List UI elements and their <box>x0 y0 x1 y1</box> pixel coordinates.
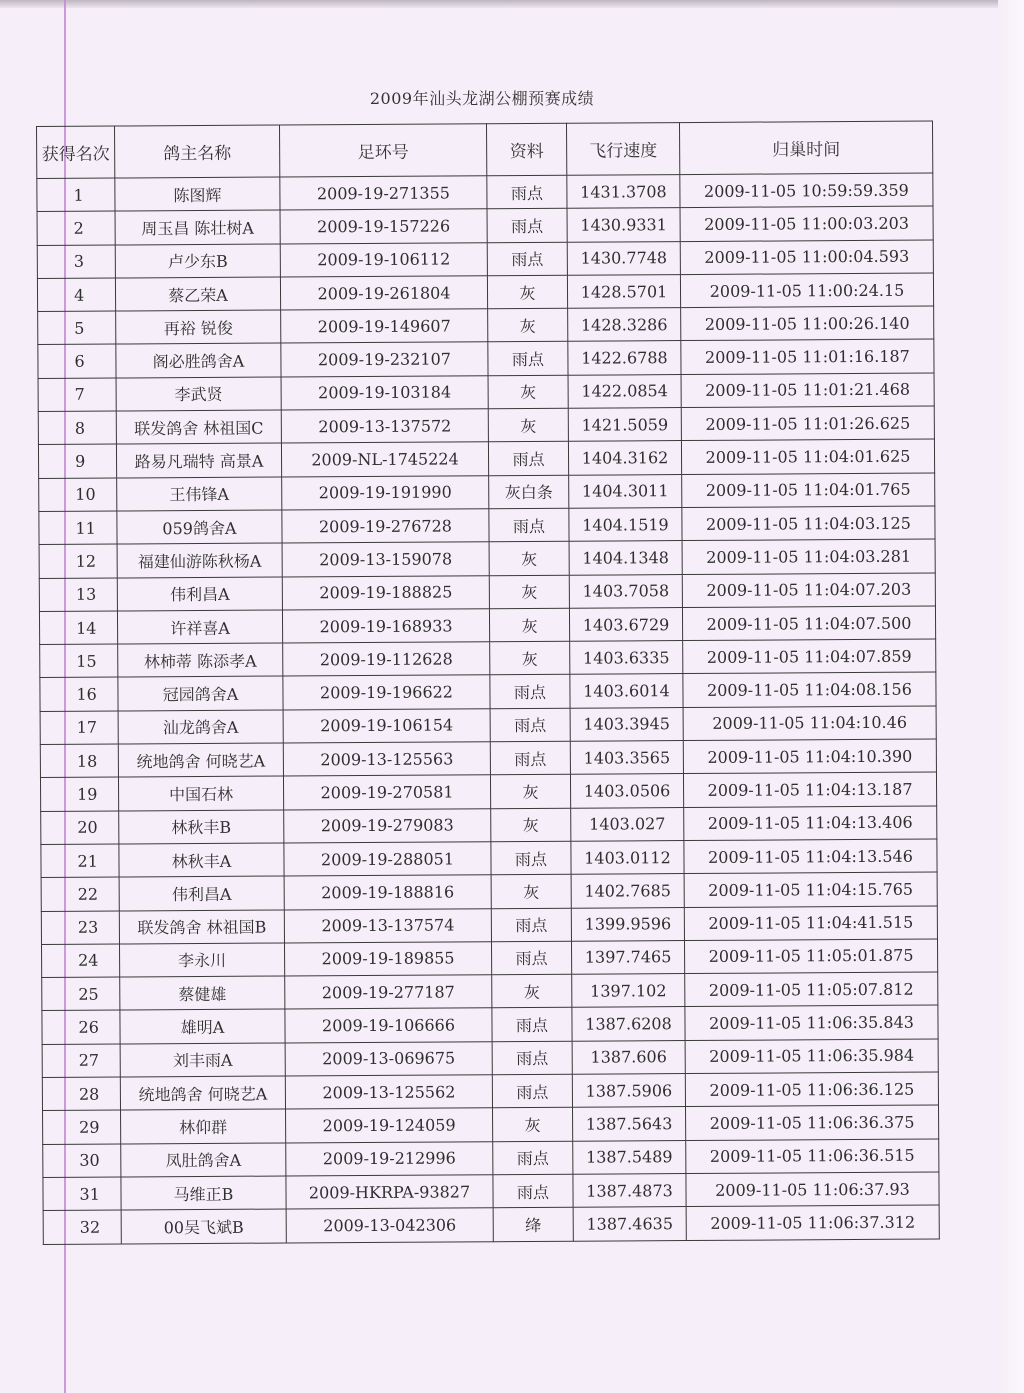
table-row <box>38 406 934 445</box>
cell-owner: 蔡健雄 <box>120 976 285 1010</box>
table-row <box>42 1072 938 1111</box>
cell-speed: 1403.0506 <box>570 774 683 808</box>
cell-info: 雨点 <box>489 508 569 542</box>
cell-rank: 4 <box>37 278 115 312</box>
cell-ring-number: 2009-19-270581 <box>283 775 490 810</box>
table-row <box>41 939 937 978</box>
cell-rank: 8 <box>38 411 116 445</box>
table-row <box>43 1205 939 1244</box>
cell-owner: 福建仙游陈秋杨A <box>117 543 282 577</box>
cell-info: 灰 <box>493 1108 573 1142</box>
table-row <box>43 1172 939 1211</box>
cell-ring-number: 2009-19-106154 <box>283 708 490 743</box>
cell-owner: 冠园鸽舍A <box>118 676 283 710</box>
cell-info: 雨点 <box>492 1008 572 1042</box>
cell-info: 灰 <box>488 408 568 442</box>
cell-owner: 周玉昌 陈壮树A <box>115 210 280 244</box>
document-title: 2009年汕头龙湖公棚预赛成绩 <box>369 89 595 108</box>
cell-rank: 12 <box>39 544 117 578</box>
table-row <box>40 639 936 678</box>
table-row <box>39 606 935 645</box>
table-row <box>41 806 937 845</box>
cell-info: 灰白条 <box>489 475 569 509</box>
cell-info: 雨点 <box>491 841 571 875</box>
cell-rank: 30 <box>43 1144 121 1178</box>
cell-return-time: 2009-11-05 11:04:10.46 <box>683 706 936 741</box>
cell-return-time: 2009-11-05 11:04:07.500 <box>682 606 935 641</box>
cell-ring-number: 2009-19-188825 <box>282 575 489 610</box>
cell-owner: 00吴飞斌B <box>121 1209 286 1243</box>
cell-speed: 1397.7465 <box>571 940 684 974</box>
cell-owner: 许祥喜A <box>117 610 282 644</box>
cell-speed: 1430.9331 <box>567 208 680 242</box>
cell-speed: 1403.6335 <box>570 641 683 675</box>
cell-info: 灰 <box>490 775 570 809</box>
cell-return-time: 2009-11-05 11:06:36.375 <box>686 1105 939 1140</box>
cell-owner: 联发鸽舍 林祖国C <box>116 410 281 444</box>
table-row <box>39 506 935 545</box>
table-row <box>37 173 933 212</box>
table-row <box>38 306 934 345</box>
header-ring-number: 足环号 <box>279 124 486 177</box>
table-row <box>37 206 933 245</box>
cell-rank: 31 <box>43 1177 121 1211</box>
cell-rank: 6 <box>38 345 116 379</box>
cell-info: 雨点 <box>491 908 571 942</box>
cell-rank: 28 <box>42 1077 120 1111</box>
cell-owner: 汕龙鸽舍A <box>118 710 283 744</box>
cell-return-time: 2009-11-05 11:04:01.625 <box>681 439 934 474</box>
cell-ring-number: 2009-NL-1745224 <box>281 442 488 477</box>
cell-owner: 陈图辉 <box>115 177 280 211</box>
cell-speed: 1387.4635 <box>573 1207 686 1241</box>
cell-info: 绛 <box>493 1207 573 1241</box>
cell-info: 雨点 <box>487 175 567 209</box>
cell-owner: 林仰群 <box>121 1109 286 1143</box>
cell-rank: 29 <box>43 1110 121 1144</box>
table-row <box>38 373 934 412</box>
cell-speed: 1428.3286 <box>568 308 681 342</box>
cell-info: 雨点 <box>490 708 570 742</box>
cell-return-time: 2009-11-05 11:01:26.625 <box>681 406 934 441</box>
cell-ring-number: 2009-13-125563 <box>283 742 490 777</box>
cell-info: 灰 <box>488 308 568 342</box>
cell-info: 灰 <box>491 874 571 908</box>
scan-edge-top <box>0 0 1024 8</box>
cell-return-time: 2009-11-05 11:06:37.93 <box>686 1172 939 1207</box>
cell-rank: 10 <box>39 478 117 512</box>
cell-ring-number: 2009-19-157226 <box>280 209 487 244</box>
table-row <box>41 872 937 911</box>
cell-speed: 1387.6208 <box>572 1007 685 1041</box>
cell-rank: 18 <box>40 744 118 778</box>
cell-return-time: 2009-11-05 11:06:36.515 <box>686 1139 939 1174</box>
header-row <box>37 121 933 178</box>
cell-speed: 1403.0112 <box>571 840 684 874</box>
cell-ring-number: 2009-19-212996 <box>286 1141 493 1176</box>
cell-rank: 15 <box>40 644 118 678</box>
cell-return-time: 2009-11-05 11:00:04.593 <box>680 240 933 275</box>
cell-ring-number: 2009-19-196622 <box>283 675 490 710</box>
cell-speed: 1422.6788 <box>568 341 681 375</box>
cell-return-time: 2009-11-05 11:04:07.859 <box>683 639 936 674</box>
cell-ring-number: 2009-13-159078 <box>282 542 489 577</box>
cell-info: 雨点 <box>488 342 568 376</box>
cell-speed: 1387.5489 <box>573 1140 686 1174</box>
table-row <box>43 1139 939 1178</box>
cell-speed: 1431.3708 <box>567 175 680 209</box>
cell-rank: 32 <box>43 1210 121 1244</box>
cell-speed: 1422.0854 <box>568 374 681 408</box>
cell-info: 雨点 <box>492 1074 572 1108</box>
cell-owner: 蔡乙荣A <box>115 277 280 311</box>
cell-ring-number: 2009-19-279083 <box>284 808 491 843</box>
cell-info: 灰 <box>489 542 569 576</box>
cell-info: 雨点 <box>493 1141 573 1175</box>
cell-rank: 20 <box>41 811 119 845</box>
cell-owner: 统地鸽舍 何晓艺A <box>118 743 283 777</box>
cell-speed: 1421.5059 <box>568 408 681 442</box>
header-speed: 飞行速度 <box>566 123 679 176</box>
cell-info: 灰 <box>492 974 572 1008</box>
cell-ring-number: 2009-19-188816 <box>284 875 491 910</box>
cell-owner: 马维正B <box>121 1176 286 1210</box>
table-row <box>43 1105 939 1144</box>
table-header <box>37 121 933 178</box>
cell-return-time: 2009-11-05 11:04:07.203 <box>682 573 935 608</box>
cell-owner: 联发鸽舍 林祖国B <box>119 910 284 944</box>
cell-ring-number: 2009-13-069675 <box>285 1041 492 1076</box>
cell-return-time: 2009-11-05 11:06:35.843 <box>685 1005 938 1040</box>
cell-rank: 25 <box>42 977 120 1011</box>
cell-rank: 22 <box>41 877 119 911</box>
cell-ring-number: 2009-19-106112 <box>280 242 487 277</box>
cell-return-time: 2009-11-05 11:04:08.156 <box>683 672 936 707</box>
cell-return-time: 2009-11-05 11:06:37.312 <box>686 1205 939 1240</box>
cell-rank: 11 <box>39 511 117 545</box>
cell-return-time: 2009-11-05 11:01:16.187 <box>681 340 934 375</box>
cell-ring-number: 2009-19-288051 <box>284 842 491 877</box>
cell-return-time: 2009-11-05 11:05:07.812 <box>685 972 938 1007</box>
table-row <box>42 1039 938 1078</box>
cell-owner: 林秋丰B <box>119 810 284 844</box>
cell-owner: 李武贤 <box>116 377 281 411</box>
cell-speed: 1404.1519 <box>569 508 682 542</box>
cell-info: 雨点 <box>493 1174 573 1208</box>
cell-info: 雨点 <box>490 675 570 709</box>
table-row <box>37 240 933 279</box>
cell-speed: 1430.7748 <box>567 241 680 275</box>
cell-owner: 李永川 <box>119 943 284 977</box>
cell-owner: 卢少东B <box>115 244 280 278</box>
cell-return-time: 2009-11-05 11:04:03.281 <box>682 539 935 574</box>
cell-ring-number: 2009-19-149607 <box>281 309 488 344</box>
table-row <box>39 539 935 578</box>
cell-speed: 1387.5906 <box>572 1074 685 1108</box>
cell-owner: 再裕 锐俊 <box>116 310 281 344</box>
cell-speed: 1404.3011 <box>569 474 682 508</box>
table-row <box>41 839 937 878</box>
cell-info: 灰 <box>491 808 571 842</box>
cell-speed: 1387.606 <box>572 1040 685 1074</box>
cell-ring-number: 2009-19-189855 <box>284 942 491 977</box>
table-row <box>40 706 936 745</box>
header-return-time: 归巢时间 <box>679 121 932 175</box>
cell-return-time: 2009-11-05 10:59:59.359 <box>680 173 933 208</box>
table-row <box>39 473 935 512</box>
cell-owner: 中国石林 <box>118 776 283 810</box>
cell-rank: 13 <box>39 578 117 612</box>
cell-info: 雨点 <box>490 741 570 775</box>
cell-return-time: 2009-11-05 11:00:26.140 <box>681 306 934 341</box>
cell-return-time: 2009-11-05 11:04:13.546 <box>684 839 937 874</box>
cell-return-time: 2009-11-05 11:04:10.390 <box>683 739 936 774</box>
cell-rank: 23 <box>41 911 119 945</box>
cell-return-time: 2009-11-05 11:04:01.765 <box>682 473 935 508</box>
cell-return-time: 2009-11-05 11:06:36.125 <box>685 1072 938 1107</box>
cell-rank: 2 <box>37 211 115 245</box>
cell-speed: 1404.1348 <box>569 541 682 575</box>
cell-return-time: 2009-11-05 11:05:01.875 <box>684 939 937 974</box>
cell-return-time: 2009-11-05 11:00:03.203 <box>680 206 933 241</box>
cell-ring-number: 2009-13-125562 <box>285 1075 492 1110</box>
cell-rank: 26 <box>42 1010 120 1044</box>
cell-speed: 1402.7685 <box>571 874 684 908</box>
cell-return-time: 2009-11-05 11:04:13.406 <box>684 806 937 841</box>
header-info: 资料 <box>486 123 566 175</box>
cell-owner: 刘丰雨A <box>120 1043 285 1077</box>
cell-owner: 路易凡瑞特 高景A <box>116 443 281 477</box>
cell-rank: 17 <box>40 711 118 745</box>
cell-speed: 1397.102 <box>572 974 685 1008</box>
cell-rank: 3 <box>37 245 115 279</box>
cell-owner: 林柿蒂 陈添孝A <box>118 643 283 677</box>
cell-return-time: 2009-11-05 11:04:41.515 <box>684 906 937 941</box>
cell-owner: 伟利昌A <box>119 876 284 910</box>
cell-info: 灰 <box>487 275 567 309</box>
cell-info: 雨点 <box>487 242 567 276</box>
table-row <box>42 1005 938 1044</box>
cell-ring-number: 2009-19-232107 <box>281 342 488 377</box>
cell-return-time: 2009-11-05 11:01:21.468 <box>681 373 934 408</box>
cell-owner: 阁必胜鸽舍A <box>116 343 281 377</box>
cell-info: 灰 <box>489 608 569 642</box>
cell-speed: 1403.3565 <box>570 741 683 775</box>
cell-owner: 王伟锋A <box>117 477 282 511</box>
cell-ring-number: 2009-19-277187 <box>285 975 492 1010</box>
cell-rank: 19 <box>40 777 118 811</box>
cell-ring-number: 2009-19-168933 <box>282 609 489 644</box>
cell-ring-number: 2009-19-261804 <box>280 276 487 311</box>
cell-ring-number: 2009-19-191990 <box>282 475 489 510</box>
cell-ring-number: 2009-19-112628 <box>283 642 490 677</box>
cell-ring-number: 2009-13-042306 <box>286 1208 493 1243</box>
cell-owner: 059鸽舍A <box>117 510 282 544</box>
cell-rank: 21 <box>41 844 119 878</box>
cell-info: 灰 <box>490 641 570 675</box>
table-row <box>37 273 933 312</box>
cell-speed: 1403.7058 <box>569 574 682 608</box>
cell-info: 灰 <box>488 375 568 409</box>
cell-ring-number: 2009-19-124059 <box>286 1108 493 1143</box>
cell-speed: 1387.5643 <box>573 1107 686 1141</box>
cell-info: 灰 <box>489 575 569 609</box>
table-row <box>38 439 934 478</box>
cell-speed: 1404.3162 <box>568 441 681 475</box>
cell-ring-number: 2009-13-137574 <box>284 908 491 943</box>
cell-speed: 1399.9596 <box>571 907 684 941</box>
table-row <box>40 772 936 811</box>
cell-speed: 1403.6729 <box>569 607 682 641</box>
cell-rank: 1 <box>37 178 115 212</box>
cell-owner: 林秋丰A <box>119 843 284 877</box>
header-owner: 鸽主名称 <box>115 125 280 178</box>
cell-return-time: 2009-11-05 11:00:24.15 <box>680 273 933 308</box>
cell-ring-number: 2009-19-106666 <box>285 1008 492 1043</box>
cell-speed: 1403.3945 <box>570 707 683 741</box>
table-row <box>40 739 936 778</box>
cell-return-time: 2009-11-05 11:06:35.984 <box>685 1039 938 1074</box>
results-table <box>36 121 940 1245</box>
cell-rank: 9 <box>38 444 116 478</box>
cell-info: 雨点 <box>487 209 567 243</box>
cell-owner: 雄明A <box>120 1009 285 1043</box>
cell-speed: 1428.5701 <box>567 274 680 308</box>
cell-owner: 凤肚鸽舍A <box>121 1143 286 1177</box>
cell-info: 雨点 <box>492 1041 572 1075</box>
cell-return-time: 2009-11-05 11:04:13.187 <box>683 772 936 807</box>
cell-ring-number: 2009-13-137572 <box>281 409 488 444</box>
cell-rank: 5 <box>38 311 116 345</box>
table-row <box>38 340 934 379</box>
table-row <box>39 573 935 612</box>
cell-info: 雨点 <box>491 941 571 975</box>
cell-rank: 27 <box>42 1044 120 1078</box>
cell-speed: 1387.4873 <box>573 1173 686 1207</box>
cell-ring-number: 2009-HKRPA-93827 <box>286 1175 493 1210</box>
cell-return-time: 2009-11-05 11:04:15.765 <box>684 872 937 907</box>
cell-speed: 1403.6014 <box>570 674 683 708</box>
cell-info: 雨点 <box>488 442 568 476</box>
scan-edge-right <box>998 0 1024 1393</box>
cell-rank: 24 <box>41 944 119 978</box>
cell-ring-number: 2009-19-103184 <box>281 376 488 411</box>
cell-rank: 7 <box>38 378 116 412</box>
cell-rank: 16 <box>40 677 118 711</box>
header-rank: 获得名次 <box>37 126 115 178</box>
cell-return-time: 2009-11-05 11:04:03.125 <box>682 506 935 541</box>
table-row <box>42 972 938 1011</box>
cell-rank: 14 <box>39 611 117 645</box>
cell-owner: 伟利昌A <box>117 577 282 611</box>
table-body <box>37 173 939 1244</box>
cell-ring-number: 2009-19-271355 <box>280 176 487 211</box>
cell-ring-number: 2009-19-276728 <box>282 509 489 544</box>
table-row <box>40 672 936 711</box>
cell-owner: 统地鸽舍 何晓艺A <box>120 1076 285 1110</box>
cell-speed: 1403.027 <box>571 807 684 841</box>
table-row <box>41 906 937 945</box>
